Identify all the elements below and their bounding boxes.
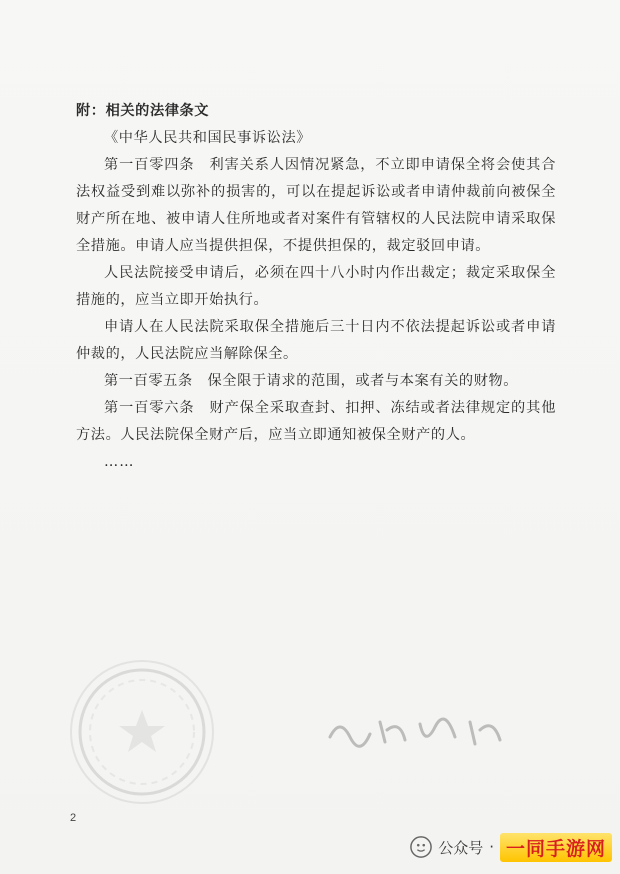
wechat-icon	[410, 836, 432, 858]
paragraph-release: 申请人在人民法院采取保全措施后三十日内不依法提起诉讼或者申请仲裁的，人民法院应当解除保全。	[76, 319, 556, 362]
watermark-separator: ·	[489, 838, 494, 856]
watermark-brand: 一同手游网	[500, 833, 612, 862]
paragraph-article-106: 第一百零六条 财产保全采取查封、扣押、冻结或者法律规定的其他方法。人民法院保全财产后，应当立即通知被保全财产的人。	[76, 400, 556, 443]
appendix-heading: 附：相关的法律条文	[76, 103, 210, 119]
signature-icon	[325, 712, 515, 752]
document-body	[76, 98, 556, 476]
law-title: 《中华人民共和国民事诉讼法》	[104, 130, 312, 146]
paragraph-article-105: 第一百零五条 保全限于请求的范围，或者与本案有关的财物。	[104, 373, 519, 389]
watermark	[410, 830, 612, 864]
ellipsis: ……	[104, 454, 135, 470]
court-seal-icon	[70, 660, 214, 804]
watermark-label: 公众号	[438, 838, 484, 857]
page-number: 2	[70, 812, 77, 824]
paragraph-ruling: 人民法院接受申请后，必须在四十八小时内作出裁定；裁定采取保全措施的，应当立即开始执行。	[76, 265, 556, 308]
paragraph-article-104: 第一百零四条 利害关系人因情况紧急，不立即申请保全将会使其合法权益受到难以弥补的损害的，可以在提起诉讼或者申请仲裁前向被保全财产所在地、被申请人住所地或者对案件有管辖权的人民法院申请采取保全措施。申请人应当提供担保，不提供担保的，裁定驳回申请。	[76, 157, 556, 254]
